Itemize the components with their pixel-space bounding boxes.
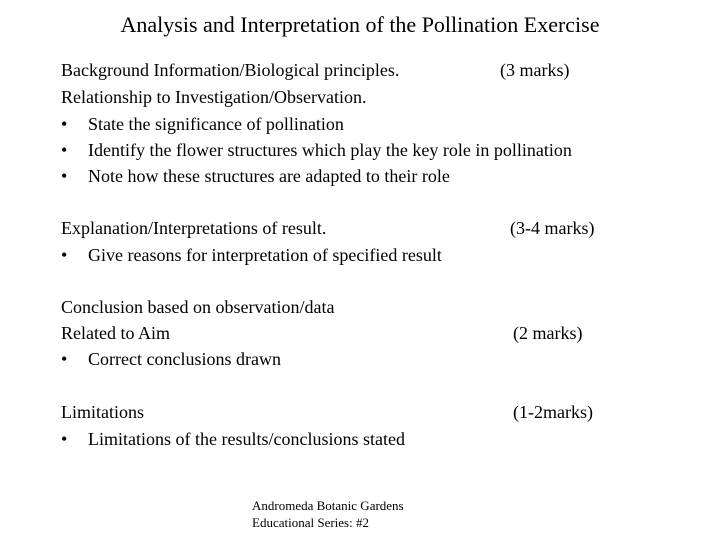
bullet-text: Note how these structures are adapted to their role: [88, 166, 450, 186]
bullet-icon: •: [61, 245, 68, 265]
section-subheading-aim: Related to Aim: [61, 323, 170, 343]
bullet-item: [61, 139, 572, 161]
bullet-item: [61, 348, 281, 370]
bullet-text: Identify the flower structures which play the key role in pollination: [88, 140, 572, 160]
page-title: Analysis and Interpretation of the Pollination Exercise: [120, 12, 600, 37]
bullet-text: State the significance of pollination: [88, 114, 344, 134]
section-heading-explanation: Explanation/Interpretations of result.: [61, 218, 327, 238]
section-subheading-relationship: Relationship to Investigation/Observation.: [61, 87, 367, 107]
bullet-text: Correct conclusions drawn: [88, 349, 281, 369]
section-heading-conclusion: Conclusion based on observation/data: [61, 297, 335, 317]
bullet-item: [61, 244, 442, 266]
bullet-item: [61, 113, 344, 135]
marks-background: (3 marks): [500, 60, 570, 80]
bullet-icon: •: [61, 140, 68, 160]
bullet-icon: •: [61, 166, 68, 186]
marks-conclusion: (2 marks): [513, 323, 583, 343]
marks-explanation: (3-4 marks): [510, 218, 595, 238]
bullet-icon: •: [61, 349, 68, 369]
footer-credit: [252, 497, 404, 531]
footer-line-organization: Andromeda Botanic Gardens: [252, 498, 404, 513]
bullet-item: [61, 428, 405, 450]
bullet-icon: •: [61, 429, 68, 449]
footer-line-series: Educational Series: #2: [252, 515, 369, 530]
bullet-item: [61, 165, 450, 187]
bullet-text: Limitations of the results/conclusions stated: [88, 429, 405, 449]
section-heading-limitations: Limitations: [61, 402, 144, 422]
bullet-text: Give reasons for interpretation of specified result: [88, 245, 442, 265]
marks-limitations: (1-2marks): [513, 402, 593, 422]
section-heading-background: Background Information/Biological principles.: [61, 60, 400, 80]
bullet-icon: •: [61, 114, 68, 134]
